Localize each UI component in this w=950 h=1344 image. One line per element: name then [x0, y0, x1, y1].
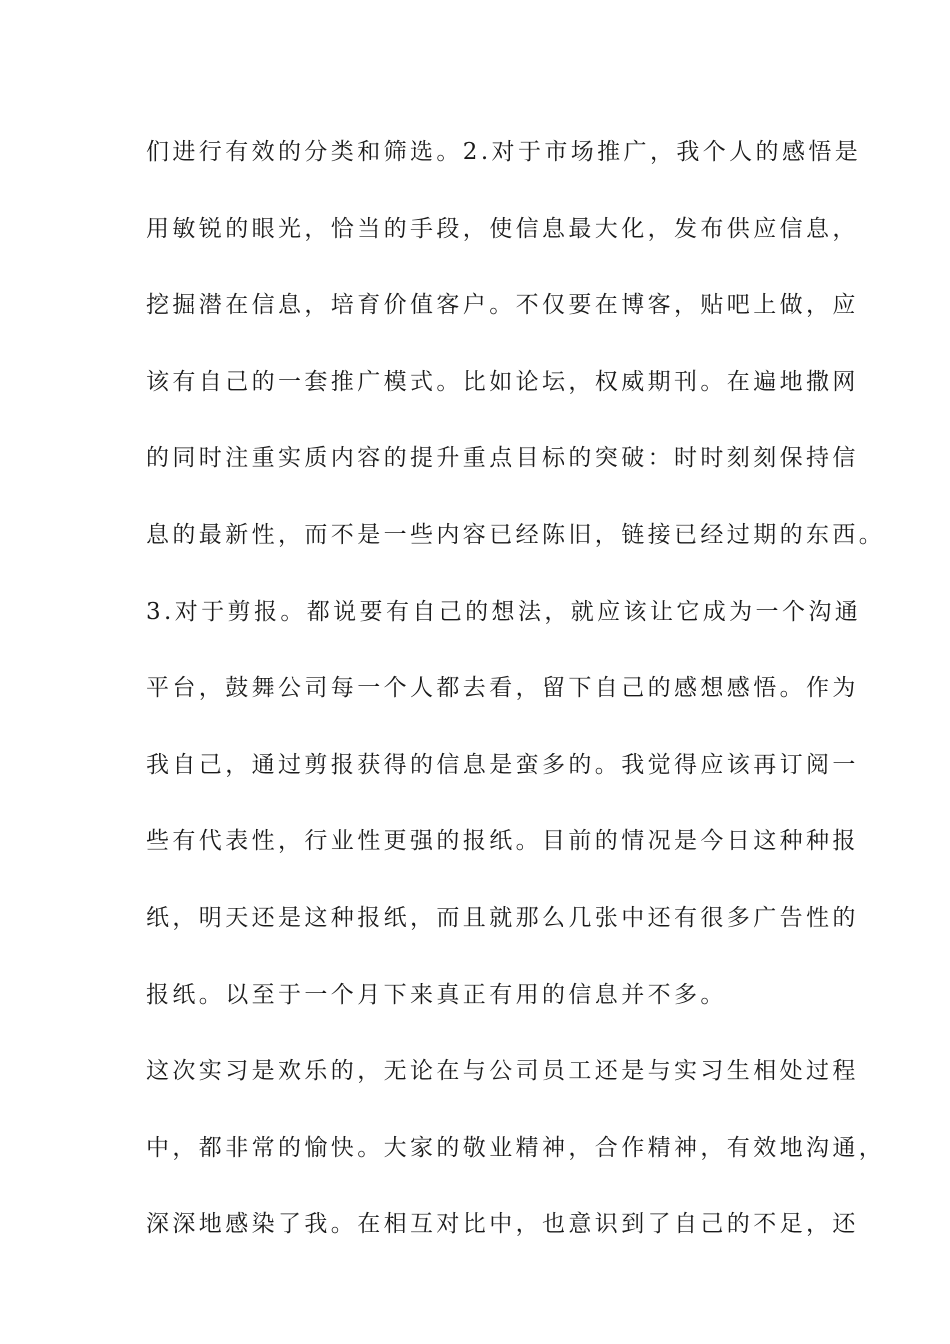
text-line: 中，都非常的愉快。大家的敬业精神，合作精神，有效地沟通， — [146, 1134, 886, 1161]
text-line: 这次实习是欢乐的，无论在与公司员工还是与实习生相处过程 — [146, 1058, 859, 1085]
text-line: 深深地感染了我。在相互对比中，也意识到了自己的不足，还 — [146, 1211, 859, 1238]
text-line: 用敏锐的眼光，恰当的手段，使信息最大化，发布供应信息， — [146, 215, 859, 242]
text-line: 息的最新性，而不是一些内容已经陈旧，链接已经过期的东西。 — [146, 521, 886, 548]
text-line: 纸，明天还是这种报纸，而且就那么几张中还有很多广告性的 — [146, 904, 859, 931]
text-line: 挖掘潜在信息，培育价值客户。不仅要在博客，贴吧上做，应 — [146, 292, 859, 319]
text-line: 们进行有效的分类和筛选。2.对于市场推广，我个人的感悟是 — [146, 139, 862, 165]
text-line: 报纸。以至于一个月下来真正有用的信息并不多。 — [146, 981, 727, 1008]
text-line: 的同时注重实质内容的提升重点目标的突破：时时刻刻保持信 — [146, 445, 859, 472]
body-text — [146, 132, 886, 1281]
text-line: 3.对于剪报。都说要有自己的想法，就应该让它成为一个沟通 — [146, 598, 862, 625]
text-line: 些有代表性，行业性更强的报纸。目前的情况是今日这种种报 — [146, 828, 859, 855]
text-line: 我自己，通过剪报获得的信息是蛮多的。我觉得应该再订阅一 — [146, 751, 859, 778]
text-line: 该有自己的一套推广模式。比如论坛，权威期刊。在遍地撒网 — [146, 368, 859, 395]
text-line: 平台，鼓舞公司每一个人都去看，留下自己的感想感悟。作为 — [146, 675, 859, 702]
